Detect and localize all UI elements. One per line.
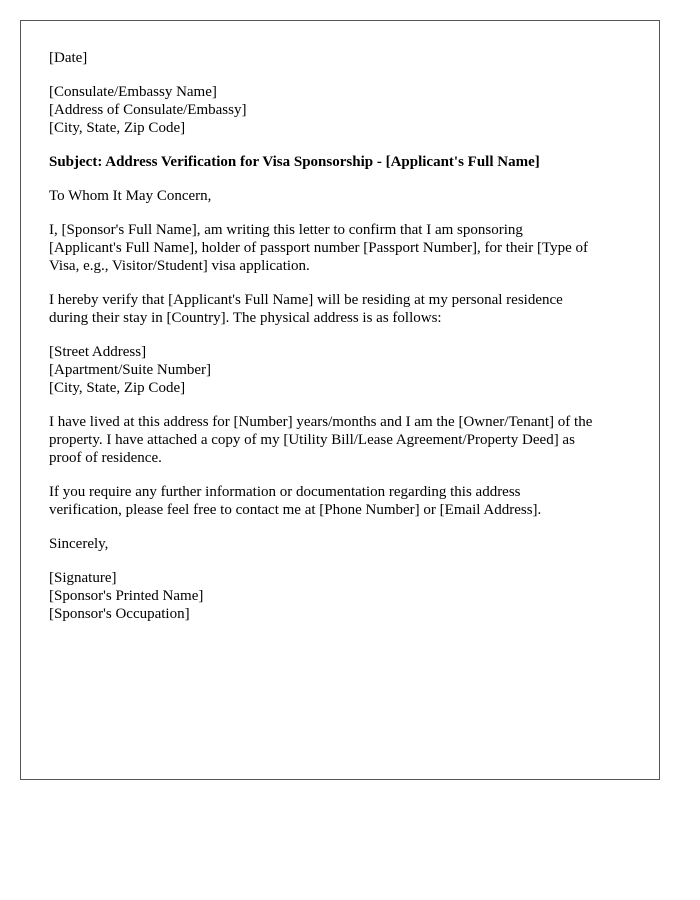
paragraph-line: verification, please feel free to contact me at [Phone Number] or [Email Address]. bbox=[49, 502, 542, 518]
recipient-name: [Consulate/Embassy Name] bbox=[49, 84, 217, 100]
address-block bbox=[49, 343, 639, 397]
printed-name: [Sponsor's Printed Name] bbox=[49, 588, 204, 604]
closing: Sincerely, bbox=[49, 536, 109, 552]
signature-block bbox=[49, 569, 639, 623]
paragraph-line: I, [Sponsor's Full Name], am writing this letter to confirm that I am sponsoring bbox=[49, 222, 523, 238]
salutation: To Whom It May Concern, bbox=[49, 188, 212, 204]
paragraph-residence bbox=[49, 291, 639, 327]
recipient-city: [City, State, Zip Code] bbox=[49, 120, 186, 136]
date-block bbox=[49, 49, 639, 67]
street-address: [Street Address] bbox=[49, 344, 147, 360]
letter-content bbox=[49, 49, 639, 639]
letter-date: [Date] bbox=[49, 50, 88, 66]
paragraph-line: proof of residence. bbox=[49, 450, 162, 466]
recipient-address: [Address of Consulate/Embassy] bbox=[49, 102, 247, 118]
signature: [Signature] bbox=[49, 570, 117, 586]
paragraph-line: Visa, e.g., Visitor/Student] visa application. bbox=[49, 258, 310, 274]
paragraph-line: during their stay in [Country]. The physical address is as follows: bbox=[49, 310, 442, 326]
paragraph-tenure bbox=[49, 413, 639, 467]
paragraph-line: I have lived at this address for [Number] years/months and I am the [Owner/Tenant] of the bbox=[49, 414, 593, 430]
paragraph-line: I hereby verify that [Applicant's Full Name] will be residing at my personal residence bbox=[49, 292, 563, 308]
subject-line: Subject: Address Verification for Visa Sponsorship - [Applicant's Full Name] bbox=[49, 154, 540, 170]
paragraph-line: If you require any further information or documentation regarding this address bbox=[49, 484, 521, 500]
subject-block bbox=[49, 153, 639, 171]
paragraph-contact bbox=[49, 483, 639, 519]
closing-block bbox=[49, 535, 639, 553]
recipient-block bbox=[49, 83, 639, 137]
apartment-number: [Apartment/Suite Number] bbox=[49, 362, 212, 378]
city-state-zip: [City, State, Zip Code] bbox=[49, 380, 186, 396]
paragraph-line: [Applicant's Full Name], holder of passport number [Passport Number], for their [Type of bbox=[49, 240, 589, 256]
paragraph-line: property. I have attached a copy of my [Utility Bill/Lease Agreement/Property Deed] as bbox=[49, 432, 575, 448]
letter-page bbox=[20, 20, 660, 780]
salutation-block bbox=[49, 187, 639, 205]
occupation: [Sponsor's Occupation] bbox=[49, 606, 190, 622]
paragraph-sponsorship bbox=[49, 221, 639, 275]
